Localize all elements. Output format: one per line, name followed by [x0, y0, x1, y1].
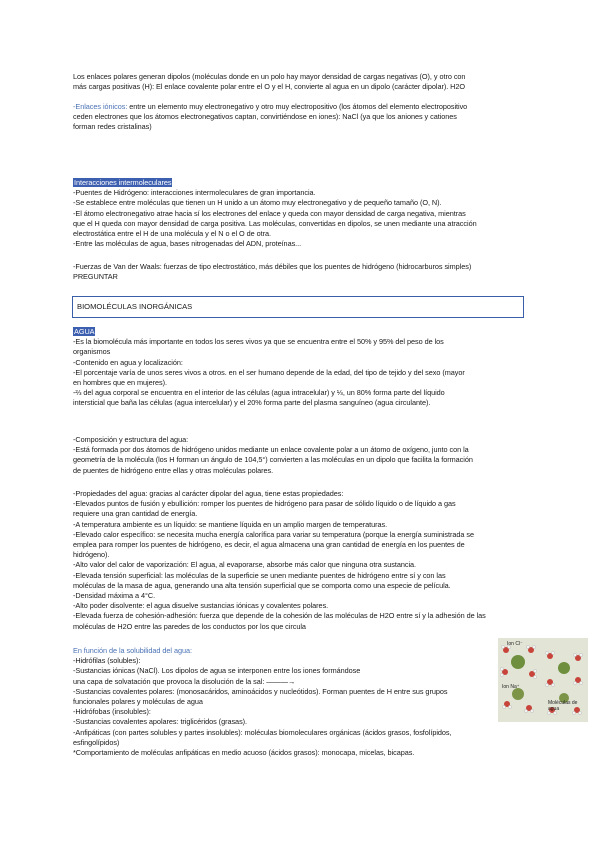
text-line: -Puentes de Hidrógeno: interacciones intermoleculares de gran importancia.: [73, 188, 316, 198]
text-line: *Comportamiento de moléculas anfipáticas en medio acuoso (ácidos grasos): monocapa, micelas, bicapas.: [73, 748, 415, 758]
figure-label: Moléculas de agua: [548, 700, 578, 712]
text-line: funcionales polares y moléculas de agua: [73, 697, 203, 707]
section-box-heading: BIOMOLÉCULAS INORGÁNICAS: [72, 296, 524, 318]
text-line: -⅔ del agua corporal se encuentra en el interior de las células (agua intracelular) y ⅓, un 80% forma parte del líquido: [73, 388, 445, 398]
text-line: -Elevado calor específico: se necesita mucha energía calorífica para variar su temperatura (porque la energía suministrada se: [73, 529, 474, 539]
text-line: de puentes de hidrógeno entre ellas y otras moléculas polares.: [73, 465, 274, 475]
text-line: -Sustancias covalentes apolares: triglicéridos (grasas).: [73, 717, 248, 727]
section-heading: AGUA: [74, 327, 95, 336]
text-line: emplea para romper los puentes de hidrógeno, es decir, el agua almacena una gran cantidad de energía en los puentes de: [73, 540, 465, 550]
text-line: -El porcentaje varía de unos seres vivos a otros. en el ser humano depende de la edad, del tipo de tejido y del sexo (mayor: [73, 367, 465, 377]
figure-label: Ion Na⁺: [502, 684, 520, 690]
subsection-heading: En función de la solubilidad del agua:: [73, 646, 192, 655]
text-line: ceden electrones que los átomos electronegativos captan, convirtiéndose en iones): NaCl (ya que los aniones y cationes: [73, 112, 457, 122]
agua-section: [73, 327, 528, 409]
text-line: -Hidrófilas (solubles):: [73, 656, 141, 666]
text-line: -Propiedades del agua: gracias al carácter dipolar del agua, tiene estas propiedades:: [73, 489, 344, 498]
intro-paragraph: [73, 72, 528, 92]
text-line: -Fuerzas de Van der Waals: fuerzas de tipo electrostático, más débiles que los puentes de hidrógeno (hidrocarburos simples): [73, 262, 472, 271]
properties-paragraph: [73, 489, 528, 632]
text-line: que el H queda con mayor densidad de carga positiva. Las moléculas, convertidas en dipolos, se unen mediante una atracción: [73, 218, 477, 228]
text-line: PREGUNTAR: [73, 272, 118, 282]
composition-paragraph: [73, 435, 528, 476]
van-der-waals-paragraph: [73, 262, 528, 282]
solvation-figure: [498, 638, 588, 722]
text-line: -Elevada fuerza de cohesión-adhesión: fuerza que depende de la cohesión de las moléculas de H2O entre sí y la adhesión de las: [73, 611, 486, 621]
text-line: moléculas de H2O entre las paredes de los conductos por los que circula: [73, 621, 306, 631]
text-line: hidrógeno).: [73, 550, 110, 560]
text-line: una capa de solvatación que provoca la disolución de la sal: ———→: [73, 676, 296, 686]
text-line: forman redes cristalinas): [73, 122, 152, 132]
text-line: más cargas positivas (H): El enlace covalente polar entre el O y el H, convierte al agua en un dipolo (carácter dipolar). H2O: [73, 82, 466, 92]
text-line: -Densidad máxima a 4°C.: [73, 591, 156, 601]
text-line: -Está formada por dos átomos de hidrógeno unidos mediante un enlace covalente polar a un átomo de oxígeno, junto con la: [73, 445, 469, 455]
figure-label: Ion Cl⁻: [507, 641, 523, 647]
text-line: electrostática entre el H de una molécula y el N o el O de otra.: [73, 229, 271, 239]
text-line: -Sustancias covalentes polares: (monosacáridos, aminoácidos y nucleótidos). Forman puentes de H entre sus grupos: [73, 686, 448, 696]
text-line: -Es la biomolécula más importante en todos los seres vivos ya que se encuentra entre el 50% y 95% del peso de los: [73, 337, 444, 347]
text-line: esfingolípidos): [73, 737, 120, 747]
text-line: geometría de la molécula (los H forman un ángulo de 104,5°) convierten a las moléculas en un dipolo que facilita la formación: [73, 455, 473, 465]
text-line: entre un elemento muy electronegativo y otro muy electropositivo (los átomos del elemento electropositivo: [127, 102, 468, 111]
text-line: intersticial que baña las células (agua intercelular) y el 20% forma parte del plasma sanguíneo (agua circulante).: [73, 398, 431, 408]
text-line: -Contenido en agua y localización:: [73, 357, 183, 367]
text-line: -Elevada tensión superficial: las moléculas de la superficie se unen mediante puentes de hidrógeno entre sí y con las: [73, 570, 446, 580]
text-line: organismos: [73, 347, 111, 357]
text-line: en hombres que en mujeres).: [73, 378, 167, 388]
text-line: -Alto valor del calor de vaporización: El agua, al evaporarse, absorbe más calor que ninguna otra sustancia.: [73, 560, 417, 570]
text-line: -Composición y estructura del agua:: [73, 435, 189, 444]
text-line: -Alto poder disolvente: el agua disuelve sustancias iónicas y covalentes polares.: [73, 601, 329, 611]
text-line: -El átomo electronegativo atrae hacia sí los electrones del enlace y queda con mayor densidad de carga negativa, mientras: [73, 208, 466, 218]
text-line: -Se establece entre moléculas que tienen un H unido a un átomo muy electronegativo y de pequeño tamaño (O, N).: [73, 198, 442, 208]
ionic-paragraph: [73, 102, 528, 133]
solubility-section: [73, 646, 498, 758]
intermolecular-section: [73, 178, 528, 249]
text-line: moléculas de la masa de agua, generando una alta tensión superficial que se comporta como una especie de película.: [73, 580, 451, 590]
text-line: requiere una gran cantidad de energía.: [73, 509, 198, 519]
text-line: -A temperatura ambiente es un líquido: se mantiene líquida en un amplio margen de temperaturas.: [73, 519, 388, 529]
text-line: Los enlaces polares generan dipolos (moléculas donde en un polo hay mayor densidad de cargas negativas (O), y otro con: [73, 72, 466, 81]
text-line: -Anfipáticas (con partes solubles y partes insolubles): moléculas biomoleculares orgánicas (ácidos grasos, fosfolípidos,: [73, 727, 452, 737]
text-line: -Hidrófobas (insolubles):: [73, 707, 151, 717]
text-line: -Sustancias iónicas (NaCl). Los dipolos de agua se interponen entre los iones formándose: [73, 666, 361, 676]
text-line: -Elevados puntos de fusión y ebullición: romper los puentes de hidrógeno para pasar de sólido líquido o de líquido a gas: [73, 499, 456, 509]
section-heading: Interacciones intermoleculares: [74, 178, 172, 187]
text-line: -Entre las moléculas de agua, bases nitrogenadas del ADN, proteínas...: [73, 239, 302, 249]
ionic-lead: -Enlaces iónicos:: [73, 102, 128, 111]
